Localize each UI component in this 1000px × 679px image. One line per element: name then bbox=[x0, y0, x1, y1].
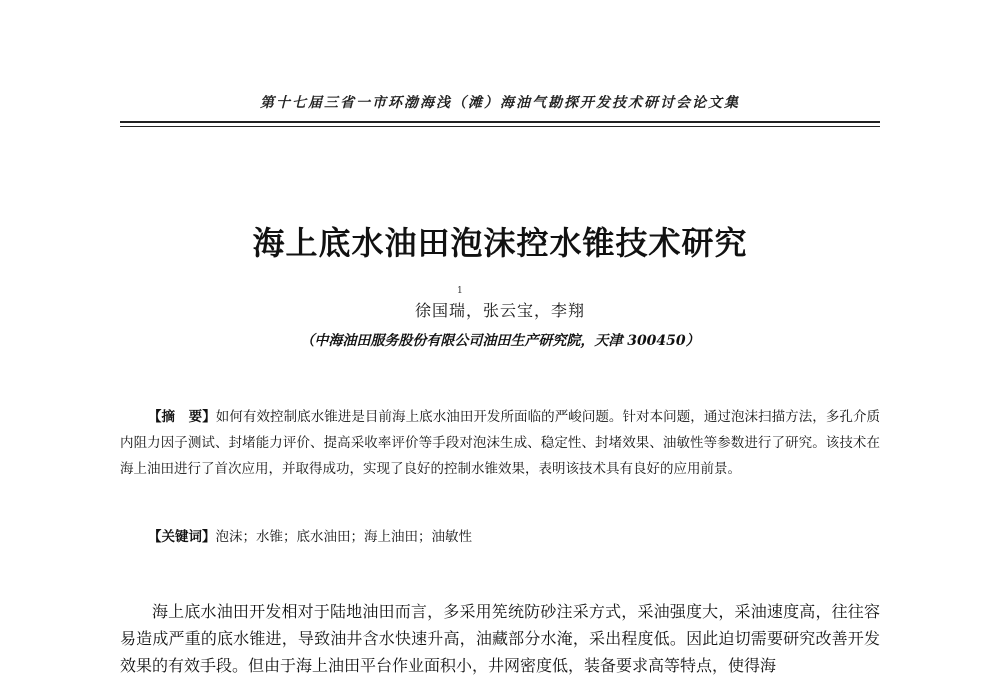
keywords bbox=[148, 525, 472, 545]
paper-title: 海上底水油田泡沫控水锥技术研究 bbox=[252, 224, 748, 262]
abstract-text: 如何有效控制底水锥进是目前海上底水油田开发所面临的严峻问题。针对本问题，通过泡沫扫描方法，多孔介质内阻力因子测试、封堵能力评价、提高采收率评价等手段对泡沫生成、稳定性、封堵效果、油敏性等参数进行了研究。该技术在海上油田进行了首次应用，并取得成功，实现了良好的控制水锥效果，表明该技术具有良好的应用前景。 bbox=[120, 409, 881, 477]
running-header: 第十七届三省一市环渤海浅（滩）海油气勘探开发技术研讨会论文集 bbox=[260, 95, 740, 111]
abstract-label: 【摘 要】 bbox=[148, 409, 216, 425]
authors: 徐国瑞，张云宝，李翔 bbox=[414, 301, 585, 320]
affiliation: （中海油田服务股份有限公司油田生产研究院，天津 300450） bbox=[300, 333, 700, 349]
header-rule-thin bbox=[120, 126, 880, 127]
header-rule-thick bbox=[120, 121, 880, 123]
keywords-text: 泡沫；水锥；底水油田；海上油田；油敏性 bbox=[215, 529, 472, 545]
body-paragraph: 海上底水油田开发相对于陆地油田而言，多采用筅统防砂注采方式，采油强度大，采油速度高，往往容易造成严重的底水锥进，导致油井含水快速升高，油藏部分水淹，采出程度低。因此迫切需要研究改善开发效果的有效手段。但由于海上油田平台作业面积小，井网密度低，装备要求高等特点，使得海 bbox=[120, 602, 880, 675]
keywords-label: 【关键词】 bbox=[148, 529, 216, 545]
footnote-mark: 1 bbox=[457, 286, 463, 296]
abstract bbox=[120, 404, 880, 482]
